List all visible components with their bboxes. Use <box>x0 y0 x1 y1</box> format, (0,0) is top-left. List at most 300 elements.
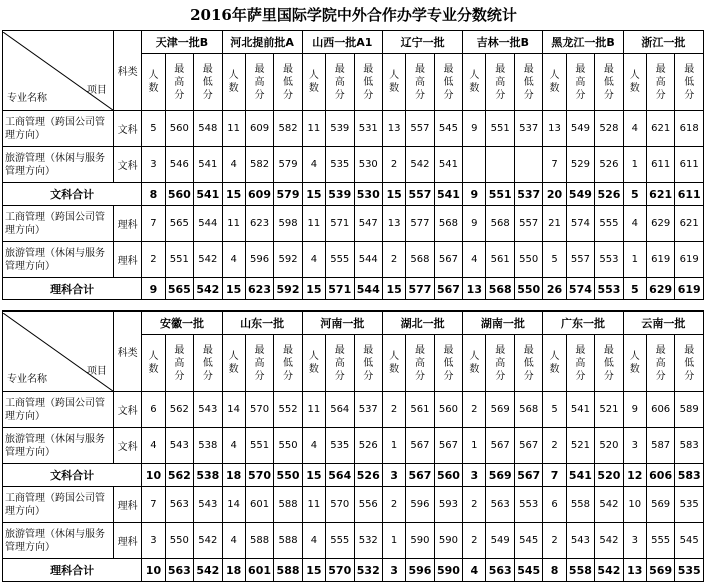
score-cell: 4 <box>302 147 325 183</box>
score-cell: 2 <box>383 147 406 183</box>
table-row <box>3 111 704 147</box>
score-cell: 13 <box>543 111 566 147</box>
score-cell: 552 <box>274 392 303 428</box>
score-cell: 541 <box>194 147 223 183</box>
score-cell: 10 <box>142 464 165 487</box>
score-cell: 563 <box>165 487 194 523</box>
score-cell: 5 <box>623 278 646 301</box>
sub-header-text: 人数 <box>469 70 480 94</box>
region-header: 辽宁一批 <box>383 31 463 54</box>
item-label: 项目 <box>86 84 107 96</box>
score-cell: 15 <box>383 278 406 301</box>
sub-header-text: 最低分 <box>523 344 534 382</box>
category-cell: 理科 <box>113 206 142 242</box>
sub-header-cell <box>595 335 624 392</box>
sub-header-cell <box>326 54 355 111</box>
score-cell: 1 <box>383 428 406 464</box>
score-cell: 601 <box>245 487 274 523</box>
score-cell: 1 <box>383 523 406 559</box>
sub-header-text: 最高分 <box>414 63 425 101</box>
sub-header-text: 最低分 <box>443 344 454 382</box>
score-cell: 520 <box>595 428 624 464</box>
score-cell: 21 <box>543 206 566 242</box>
score-cell: 4 <box>222 242 245 278</box>
score-cell: 601 <box>245 559 274 582</box>
score-cell: 13 <box>623 559 646 582</box>
sub-header-cell <box>646 54 675 111</box>
region-header: 黑龙江一批B <box>543 31 623 54</box>
score-cell: 4 <box>463 559 486 582</box>
score-cell: 560 <box>165 111 194 147</box>
score-cell: 543 <box>194 392 223 428</box>
score-cell: 588 <box>245 523 274 559</box>
sub-header-text: 人数 <box>629 70 640 94</box>
score-cell: 569 <box>486 464 515 487</box>
score-cell: 537 <box>514 183 543 206</box>
score-cell: 538 <box>194 464 223 487</box>
score-cell: 551 <box>245 428 274 464</box>
score-cell: 568 <box>434 206 463 242</box>
score-cell: 609 <box>245 111 274 147</box>
score-cell: 8 <box>142 183 165 206</box>
score-cell: 567 <box>434 278 463 301</box>
sub-header-cell <box>245 54 274 111</box>
sub-header-cell <box>354 335 383 392</box>
score-cell: 550 <box>514 278 543 301</box>
score-cell: 2 <box>383 487 406 523</box>
score-cell: 542 <box>595 487 624 523</box>
score-cell: 18 <box>222 559 245 582</box>
score-cell: 629 <box>646 206 675 242</box>
score-cell: 9 <box>463 206 486 242</box>
sub-header-text: 人数 <box>148 351 159 375</box>
sub-header-text: 最高分 <box>655 344 666 382</box>
score-cell: 541 <box>434 147 463 183</box>
table-row <box>3 428 704 464</box>
score-cell: 6 <box>142 392 165 428</box>
score-cell: 593 <box>434 487 463 523</box>
score-cell: 1 <box>623 147 646 183</box>
score-cell: 567 <box>514 464 543 487</box>
sub-header-cell <box>566 335 595 392</box>
score-cell: 565 <box>165 206 194 242</box>
score-cell: 26 <box>543 278 566 301</box>
score-cell: 564 <box>326 392 355 428</box>
score-cell: 553 <box>514 487 543 523</box>
score-cell: 562 <box>165 464 194 487</box>
sub-header-text: 最低分 <box>603 344 614 382</box>
score-cell: 12 <box>623 464 646 487</box>
score-cell: 532 <box>354 559 383 582</box>
sub-header-text: 人数 <box>308 70 319 94</box>
score-cell: 531 <box>354 111 383 147</box>
sub-header-cell <box>222 335 245 392</box>
score-cell <box>486 147 515 183</box>
score-cell: 570 <box>326 487 355 523</box>
sub-header-text: 最高分 <box>575 344 586 382</box>
score-cell: 621 <box>646 111 675 147</box>
score-cell: 544 <box>194 206 223 242</box>
total-label: 文科合计 <box>3 183 142 206</box>
score-cell: 18 <box>222 464 245 487</box>
score-cell: 544 <box>354 278 383 301</box>
major-name-cell: 旅游管理（休闲与服务管理方向） <box>3 523 114 559</box>
score-cell: 619 <box>675 242 704 278</box>
diagonal-header <box>3 31 114 111</box>
score-cell: 542 <box>194 559 223 582</box>
score-cell: 542 <box>595 523 624 559</box>
sub-header-cell <box>514 335 543 392</box>
score-cell: 598 <box>274 206 303 242</box>
score-cell: 611 <box>675 147 704 183</box>
score-cell: 551 <box>486 183 515 206</box>
sub-header-text: 最低分 <box>684 344 695 382</box>
score-cell: 574 <box>566 206 595 242</box>
score-cell: 569 <box>646 487 675 523</box>
score-cell: 4 <box>623 111 646 147</box>
score-cell: 5 <box>543 242 566 278</box>
score-cell: 555 <box>326 242 355 278</box>
sub-header-text: 最高分 <box>575 63 586 101</box>
score-cell: 557 <box>406 183 435 206</box>
total-label: 文科合计 <box>3 464 142 487</box>
score-cell: 618 <box>675 111 704 147</box>
score-cell: 11 <box>302 392 325 428</box>
score-cell: 529 <box>566 147 595 183</box>
score-cell: 11 <box>302 487 325 523</box>
score-cell: 5 <box>543 392 566 428</box>
table-row <box>3 487 704 523</box>
sub-header-text: 最低分 <box>363 344 374 382</box>
major-name-cell: 旅游管理（休闲与服务管理方向） <box>3 428 114 464</box>
table-row <box>3 147 704 183</box>
score-cell: 7 <box>543 464 566 487</box>
score-cell: 521 <box>595 392 624 428</box>
sub-header-cell <box>434 54 463 111</box>
score-cell: 541 <box>566 464 595 487</box>
sub-header-text: 人数 <box>228 351 239 375</box>
diagonal-header <box>3 312 114 392</box>
score-cell: 579 <box>274 183 303 206</box>
score-cell: 9 <box>463 111 486 147</box>
score-cell: 541 <box>434 183 463 206</box>
score-cell: 4 <box>222 147 245 183</box>
score-cell: 2 <box>383 392 406 428</box>
sub-header-cell <box>326 335 355 392</box>
sub-header-cell <box>595 54 624 111</box>
score-cell: 562 <box>165 392 194 428</box>
score-table-2 <box>2 311 704 582</box>
region-header: 云南一批 <box>623 312 703 335</box>
score-cell: 10 <box>623 487 646 523</box>
major-name-cell: 旅游管理（休闲与服务管理方向） <box>3 242 114 278</box>
score-cell: 589 <box>675 392 704 428</box>
region-header: 吉林一批B <box>463 31 543 54</box>
sub-header-text: 最低分 <box>443 63 454 101</box>
sub-header-cell <box>383 335 406 392</box>
score-cell: 563 <box>486 559 515 582</box>
score-cell: 2 <box>383 242 406 278</box>
score-cell: 567 <box>406 464 435 487</box>
major-name-label: 专业名称 <box>7 92 47 104</box>
score-table-1 <box>2 30 704 301</box>
score-cell: 5 <box>142 111 165 147</box>
sub-header-text: 人数 <box>148 70 159 94</box>
sub-header-text: 最低分 <box>363 63 374 101</box>
score-cell: 542 <box>194 523 223 559</box>
sub-header-cell <box>434 335 463 392</box>
score-cell: 13 <box>463 278 486 301</box>
sub-header-cell <box>566 54 595 111</box>
score-cell: 541 <box>566 392 595 428</box>
sub-header-text: 最高分 <box>495 344 506 382</box>
score-cell: 558 <box>566 487 595 523</box>
category-cell: 文科 <box>113 147 142 183</box>
score-cell: 526 <box>595 147 624 183</box>
sub-header-cell <box>245 335 274 392</box>
sub-header-cell <box>463 335 486 392</box>
major-name-label: 专业名称 <box>7 373 47 385</box>
diagonal-header-box <box>3 313 113 391</box>
score-cell: 2 <box>463 392 486 428</box>
score-cell: 549 <box>486 523 515 559</box>
score-cell: 619 <box>675 278 704 301</box>
score-cell: 543 <box>566 523 595 559</box>
score-cell: 13 <box>383 206 406 242</box>
score-cell: 570 <box>245 392 274 428</box>
sub-header-text: 人数 <box>228 70 239 94</box>
sub-header-text: 最高分 <box>334 63 345 101</box>
score-cell: 549 <box>566 183 595 206</box>
score-cell: 4 <box>302 523 325 559</box>
region-header: 山西一批A1 <box>302 31 382 54</box>
score-cell: 550 <box>274 464 303 487</box>
sub-header-text: 最高分 <box>254 63 265 101</box>
score-cell: 541 <box>194 183 223 206</box>
sub-header-cell <box>274 335 303 392</box>
score-cell: 621 <box>675 206 704 242</box>
sub-header-text: 最高分 <box>334 344 345 382</box>
score-cell: 568 <box>486 278 515 301</box>
sub-header-text: 最高分 <box>655 63 666 101</box>
total-label: 理科合计 <box>3 278 142 301</box>
score-cell: 567 <box>486 428 515 464</box>
score-cell: 543 <box>165 428 194 464</box>
score-cell: 2 <box>543 428 566 464</box>
score-cell: 4 <box>463 242 486 278</box>
page-title: 2016年萨里国际学院中外合作办学专业分数统计 <box>190 6 517 24</box>
sub-header-cell <box>646 335 675 392</box>
score-cell: 550 <box>165 523 194 559</box>
score-cell: 568 <box>514 392 543 428</box>
score-cell: 606 <box>646 464 675 487</box>
score-cell: 563 <box>165 559 194 582</box>
score-cell: 15 <box>302 183 325 206</box>
score-cell: 550 <box>514 242 543 278</box>
score-cell: 530 <box>354 147 383 183</box>
score-cell: 592 <box>274 278 303 301</box>
sub-header-cell <box>675 54 704 111</box>
score-cell: 567 <box>434 428 463 464</box>
score-cell: 587 <box>646 428 675 464</box>
score-cell: 588 <box>274 559 303 582</box>
sub-header-text: 最高分 <box>174 63 185 101</box>
score-cell: 558 <box>566 559 595 582</box>
score-cell: 6 <box>543 487 566 523</box>
category-cell: 文科 <box>113 392 142 428</box>
score-cell: 521 <box>566 428 595 464</box>
score-cell: 551 <box>486 111 515 147</box>
score-cell: 4 <box>222 523 245 559</box>
score-cell: 10 <box>142 559 165 582</box>
sub-header-text: 最低分 <box>684 63 695 101</box>
score-cell: 545 <box>434 111 463 147</box>
score-cell: 526 <box>354 464 383 487</box>
score-cell: 15 <box>302 559 325 582</box>
sub-header-text: 最高分 <box>414 344 425 382</box>
score-cell: 530 <box>354 183 383 206</box>
score-cell: 538 <box>194 428 223 464</box>
sub-header-cell <box>194 335 223 392</box>
category-cell: 文科 <box>113 111 142 147</box>
sub-header-cell <box>142 335 165 392</box>
score-cell: 532 <box>354 523 383 559</box>
score-cell: 4 <box>222 428 245 464</box>
score-cell: 3 <box>623 428 646 464</box>
region-header: 河北提前批A <box>222 31 302 54</box>
major-name-cell: 工商管理（跨国公司管理方向） <box>3 392 114 428</box>
score-cell: 596 <box>245 242 274 278</box>
score-cell: 623 <box>245 278 274 301</box>
score-cell: 567 <box>514 428 543 464</box>
score-cell: 583 <box>675 428 704 464</box>
sub-header-cell <box>194 54 223 111</box>
score-cell: 545 <box>514 523 543 559</box>
score-cell: 560 <box>434 464 463 487</box>
score-cell: 556 <box>354 487 383 523</box>
category-cell: 理科 <box>113 242 142 278</box>
score-cell: 551 <box>165 242 194 278</box>
score-cell: 3 <box>383 559 406 582</box>
score-cell: 13 <box>383 111 406 147</box>
region-header: 河南一批 <box>302 312 382 335</box>
sub-header-text: 人数 <box>629 351 640 375</box>
sub-header-cell <box>165 335 194 392</box>
score-cell <box>514 147 543 183</box>
score-cell: 579 <box>274 147 303 183</box>
sub-header-cell <box>302 54 325 111</box>
score-cell: 1 <box>623 242 646 278</box>
score-cell: 629 <box>646 278 675 301</box>
score-cell: 609 <box>245 183 274 206</box>
score-cell: 570 <box>245 464 274 487</box>
sub-header-cell <box>543 54 566 111</box>
score-cell: 569 <box>646 559 675 582</box>
score-cell: 537 <box>514 111 543 147</box>
score-cell: 7 <box>142 206 165 242</box>
score-cell: 7 <box>543 147 566 183</box>
score-cell: 543 <box>194 487 223 523</box>
sub-header-text: 人数 <box>549 351 560 375</box>
score-cell: 542 <box>194 278 223 301</box>
score-cell: 15 <box>302 278 325 301</box>
score-cell: 20 <box>543 183 566 206</box>
score-cell: 611 <box>675 183 704 206</box>
score-cell: 520 <box>595 464 624 487</box>
score-cell: 555 <box>326 523 355 559</box>
score-cell: 623 <box>245 206 274 242</box>
score-cell: 539 <box>326 111 355 147</box>
score-cell <box>463 147 486 183</box>
total-row <box>3 559 704 582</box>
score-cell: 15 <box>222 278 245 301</box>
sub-header-cell <box>463 54 486 111</box>
score-cell: 549 <box>566 111 595 147</box>
score-cell: 15 <box>222 183 245 206</box>
score-cell: 582 <box>274 111 303 147</box>
score-cell: 553 <box>595 242 624 278</box>
major-name-cell: 工商管理（跨国公司管理方向） <box>3 111 114 147</box>
score-cell: 568 <box>406 242 435 278</box>
score-cell: 569 <box>486 392 515 428</box>
sub-header-text: 最低分 <box>283 63 294 101</box>
category-cell: 理科 <box>113 523 142 559</box>
score-cell: 4 <box>302 428 325 464</box>
score-cell: 567 <box>406 428 435 464</box>
sub-header-cell <box>406 54 435 111</box>
score-cell: 9 <box>623 392 646 428</box>
region-header: 安徽一批 <box>142 312 222 335</box>
sub-header-text: 最高分 <box>254 344 265 382</box>
table-row <box>3 523 704 559</box>
sub-header-cell <box>486 335 515 392</box>
score-cell: 582 <box>245 147 274 183</box>
sub-header-text: 最高分 <box>174 344 185 382</box>
score-cell: 611 <box>646 147 675 183</box>
score-cell: 545 <box>675 523 704 559</box>
score-cell: 565 <box>165 278 194 301</box>
sub-header-text: 最低分 <box>603 63 614 101</box>
score-cell: 3 <box>142 523 165 559</box>
header-row-regions <box>3 312 704 335</box>
score-cell: 547 <box>354 206 383 242</box>
category-header: 科类 <box>113 31 142 111</box>
sub-header-text: 最低分 <box>202 344 213 382</box>
score-cell: 526 <box>595 183 624 206</box>
score-cell: 588 <box>274 487 303 523</box>
score-cell: 571 <box>326 206 355 242</box>
score-cell: 5 <box>623 183 646 206</box>
category-cell: 理科 <box>113 487 142 523</box>
score-cell: 606 <box>646 392 675 428</box>
table-row <box>3 206 704 242</box>
score-cell: 619 <box>646 242 675 278</box>
score-cell: 11 <box>302 111 325 147</box>
region-header: 山东一批 <box>222 312 302 335</box>
sub-header-cell <box>274 54 303 111</box>
score-cell: 561 <box>406 392 435 428</box>
score-cell: 535 <box>326 428 355 464</box>
table-row <box>3 392 704 428</box>
score-cell: 570 <box>326 559 355 582</box>
sub-header-text: 人数 <box>308 351 319 375</box>
score-cell: 564 <box>326 464 355 487</box>
score-cell: 8 <box>543 559 566 582</box>
score-cell: 563 <box>486 487 515 523</box>
score-cell: 542 <box>595 559 624 582</box>
score-cell: 568 <box>486 206 515 242</box>
score-cell: 574 <box>566 278 595 301</box>
